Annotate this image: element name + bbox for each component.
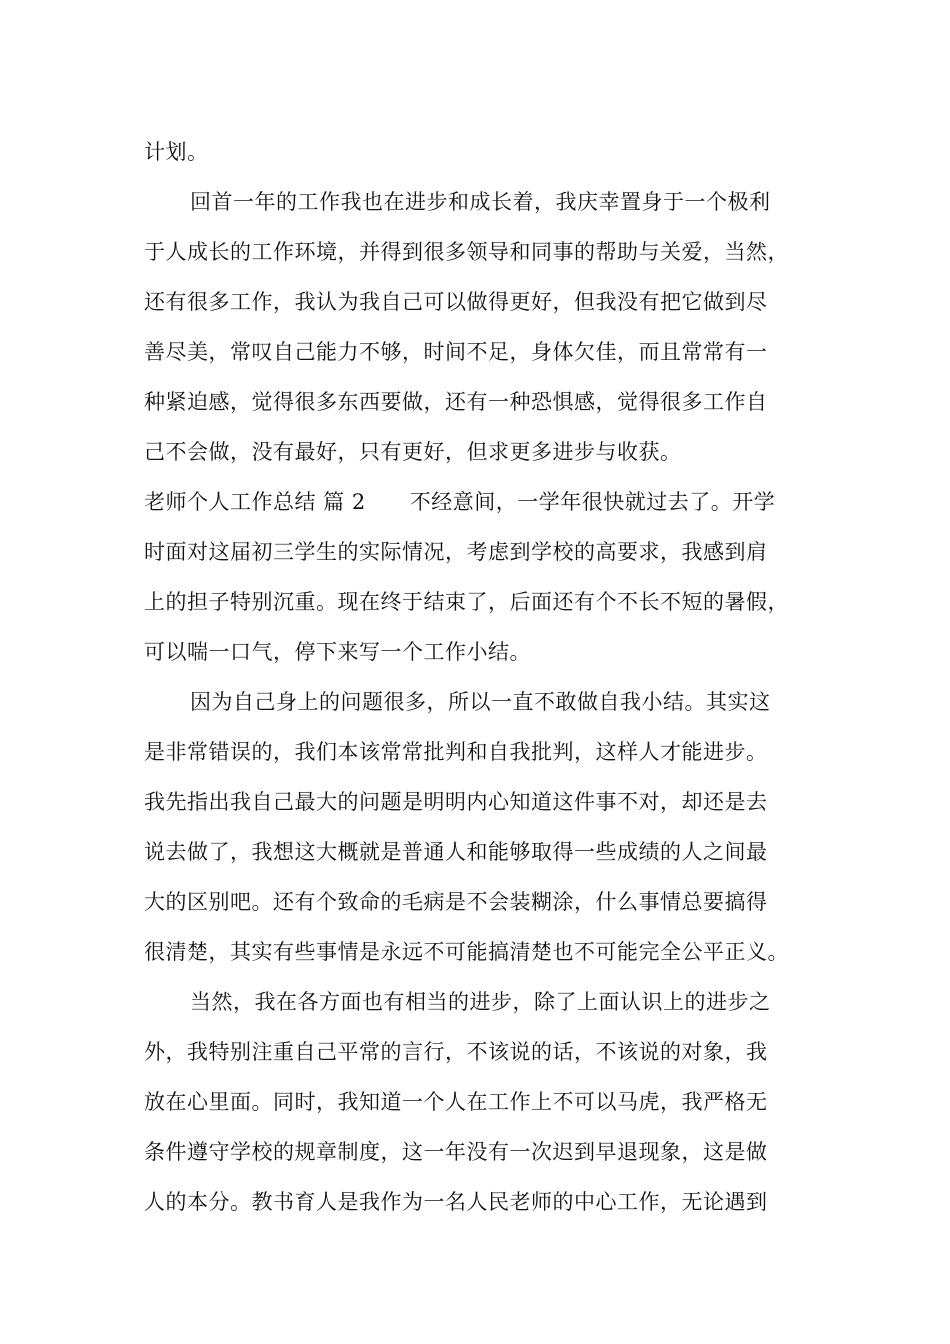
text-line: 时面对这届初三学生的实际情况，考虑到学校的高要求，我感到肩 xyxy=(144,540,768,564)
text-line: 外，我特别注重自己平常的言行，不该说的话，不该说的对象，我 xyxy=(144,1040,768,1064)
text-line: 条件遵守学校的规章制度，这一年没有一次迟到早退现象，这是做 xyxy=(144,1140,768,1164)
text-line: 人的本分。教书育人是我作为一名人民老师的中心工作，无论遇到 xyxy=(144,1190,768,1214)
section-heading: 老师个人工作总结 篇 2 xyxy=(144,490,366,514)
text-line: 我先指出我自己最大的问题是明明内心知道这件事不对，却还是去 xyxy=(144,790,768,814)
text-line: 是非常错误的，我们本该常常批判和自我批判，这样人才能进步。 xyxy=(144,740,768,764)
paragraph-start-text: 不经意间，一学年很快就过去了。开学 xyxy=(409,490,776,514)
paragraph-start-line: 当然，我在各方面也有相当的进步，除了上面认识上的进步之 xyxy=(190,990,771,1014)
text-line: 上的担子特别沉重。现在终于结束了，后面还有个不长不短的暑假， xyxy=(144,590,789,614)
section-heading-line xyxy=(144,488,775,516)
text-line: 可以喘一口气，停下来写一个工作小结。 xyxy=(144,640,531,664)
text-line: 还有很多工作，我认为我自己可以做得更好，但我没有把它做到尽 xyxy=(144,290,768,314)
text-line: 计划。 xyxy=(144,140,209,164)
text-line: 种紧迫感，觉得很多东西要做，还有一种恐惧感，觉得很多工作自 xyxy=(144,390,768,414)
text-line: 己不会做，没有最好，只有更好，但求更多进步与收获。 xyxy=(144,440,682,464)
paragraph-start-line: 回首一年的工作我也在进步和成长着，我庆幸置身于一个极利 xyxy=(190,190,771,214)
text-line: 放在心里面。同时，我知道一个人在工作上不可以马虎，我严格无 xyxy=(144,1090,768,1114)
text-line: 很清楚，其实有些事情是永远不可能搞清楚也不可能完全公平正义。 xyxy=(144,940,789,964)
text-line: 说去做了，我想这大概就是普通人和能够取得一些成绩的人之间最 xyxy=(144,840,768,864)
text-line: 于人成长的工作环境，并得到很多领导和同事的帮助与关爱，当然， xyxy=(144,240,789,264)
paragraph-start-line: 因为自己身上的问题很多，所以一直不敢做自我小结。其实这 xyxy=(190,690,771,714)
text-line: 大的区别吧。还有个致命的毛病是不会装糊涂，什么事情总要搞得 xyxy=(144,890,768,914)
text-line: 善尽美，常叹自己能力不够，时间不足，身体欠佳，而且常常有一 xyxy=(144,340,768,364)
